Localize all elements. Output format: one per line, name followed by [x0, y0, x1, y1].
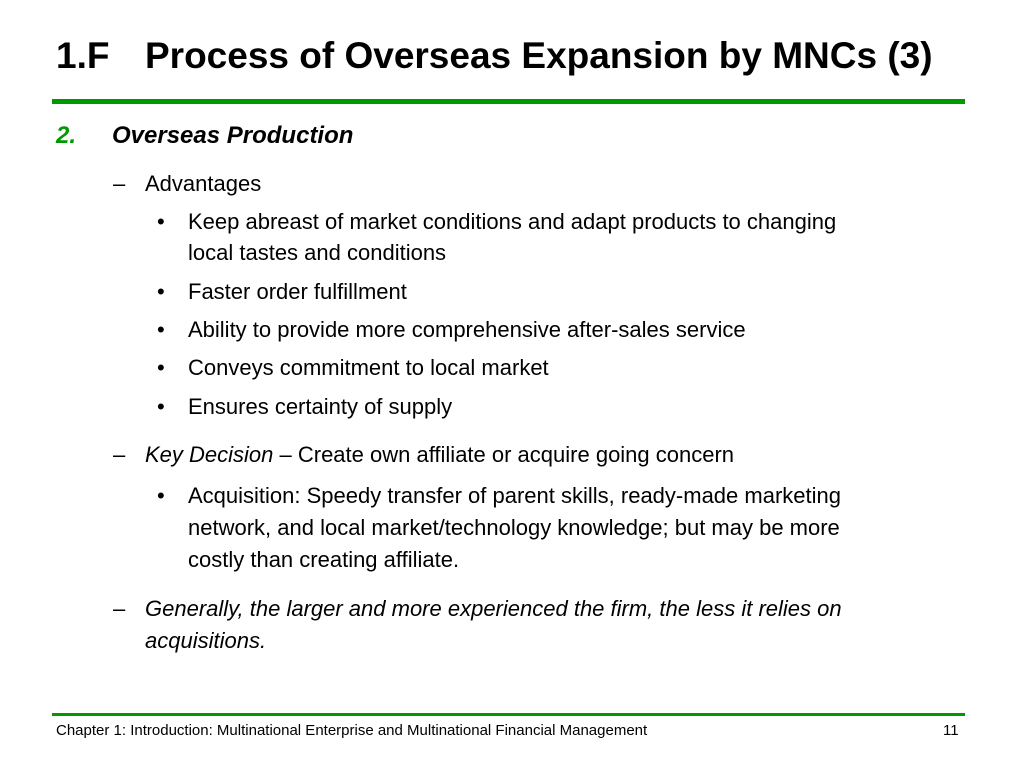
title-divider — [52, 99, 965, 104]
slide-title — [56, 32, 933, 80]
section-number: 2. — [56, 122, 77, 149]
acquisition-line-3: costly than creating affiliate. — [188, 547, 460, 572]
acquisition-line-1: Acquisition: Speedy transfer of parent skills, ready-made marketing — [188, 483, 841, 508]
key-decision-dash: – — [113, 442, 126, 467]
advantage-item-1-line-1: Keep abreast of market conditions and adapt products to changing — [188, 209, 837, 234]
advantage-item-3: Ability to provide more comprehensive after-sales service — [188, 317, 746, 342]
key-decision-text: – Create own affiliate or acquire going concern — [273, 442, 735, 467]
section-heading — [56, 122, 353, 150]
generally-line-1: Generally, the larger and more experienced the firm, the less it relies on — [145, 596, 842, 621]
title-number: 1.F — [56, 35, 110, 76]
generally-dash: – — [113, 596, 126, 621]
footer-divider — [52, 713, 965, 716]
advantage-item-5: Ensures certainty of supply — [188, 394, 453, 419]
bullet-marker: • — [157, 394, 165, 419]
advantage-item-2: Faster order fulfillment — [188, 279, 407, 304]
bullet-marker: • — [157, 209, 165, 234]
bullet-marker: • — [157, 317, 165, 342]
bullet-marker: • — [157, 483, 165, 508]
page-number: 11 — [943, 722, 959, 739]
bullet-marker: • — [157, 279, 165, 304]
advantage-item-4: Conveys commitment to local market — [188, 355, 549, 380]
section-heading-text: Overseas Production — [112, 122, 354, 149]
key-decision-line — [145, 439, 734, 471]
bullet-marker: • — [157, 355, 165, 380]
title-text: Process of Overseas Expansion by MNCs (3) — [145, 35, 933, 76]
advantage-item-1-line-2: local tastes and conditions — [188, 240, 447, 265]
acquisition-line-2: network, and local market/technology knowledge; but may be more — [188, 515, 840, 540]
advantages-label: Advantages — [145, 171, 262, 196]
advantages-dash: – — [113, 171, 126, 196]
key-decision-label: Key Decision — [145, 442, 274, 467]
generally-line-2: acquisitions. — [145, 628, 267, 653]
footer-text: Chapter 1: Introduction: Multinational Enterprise and Multinational Financial Management — [56, 722, 648, 739]
